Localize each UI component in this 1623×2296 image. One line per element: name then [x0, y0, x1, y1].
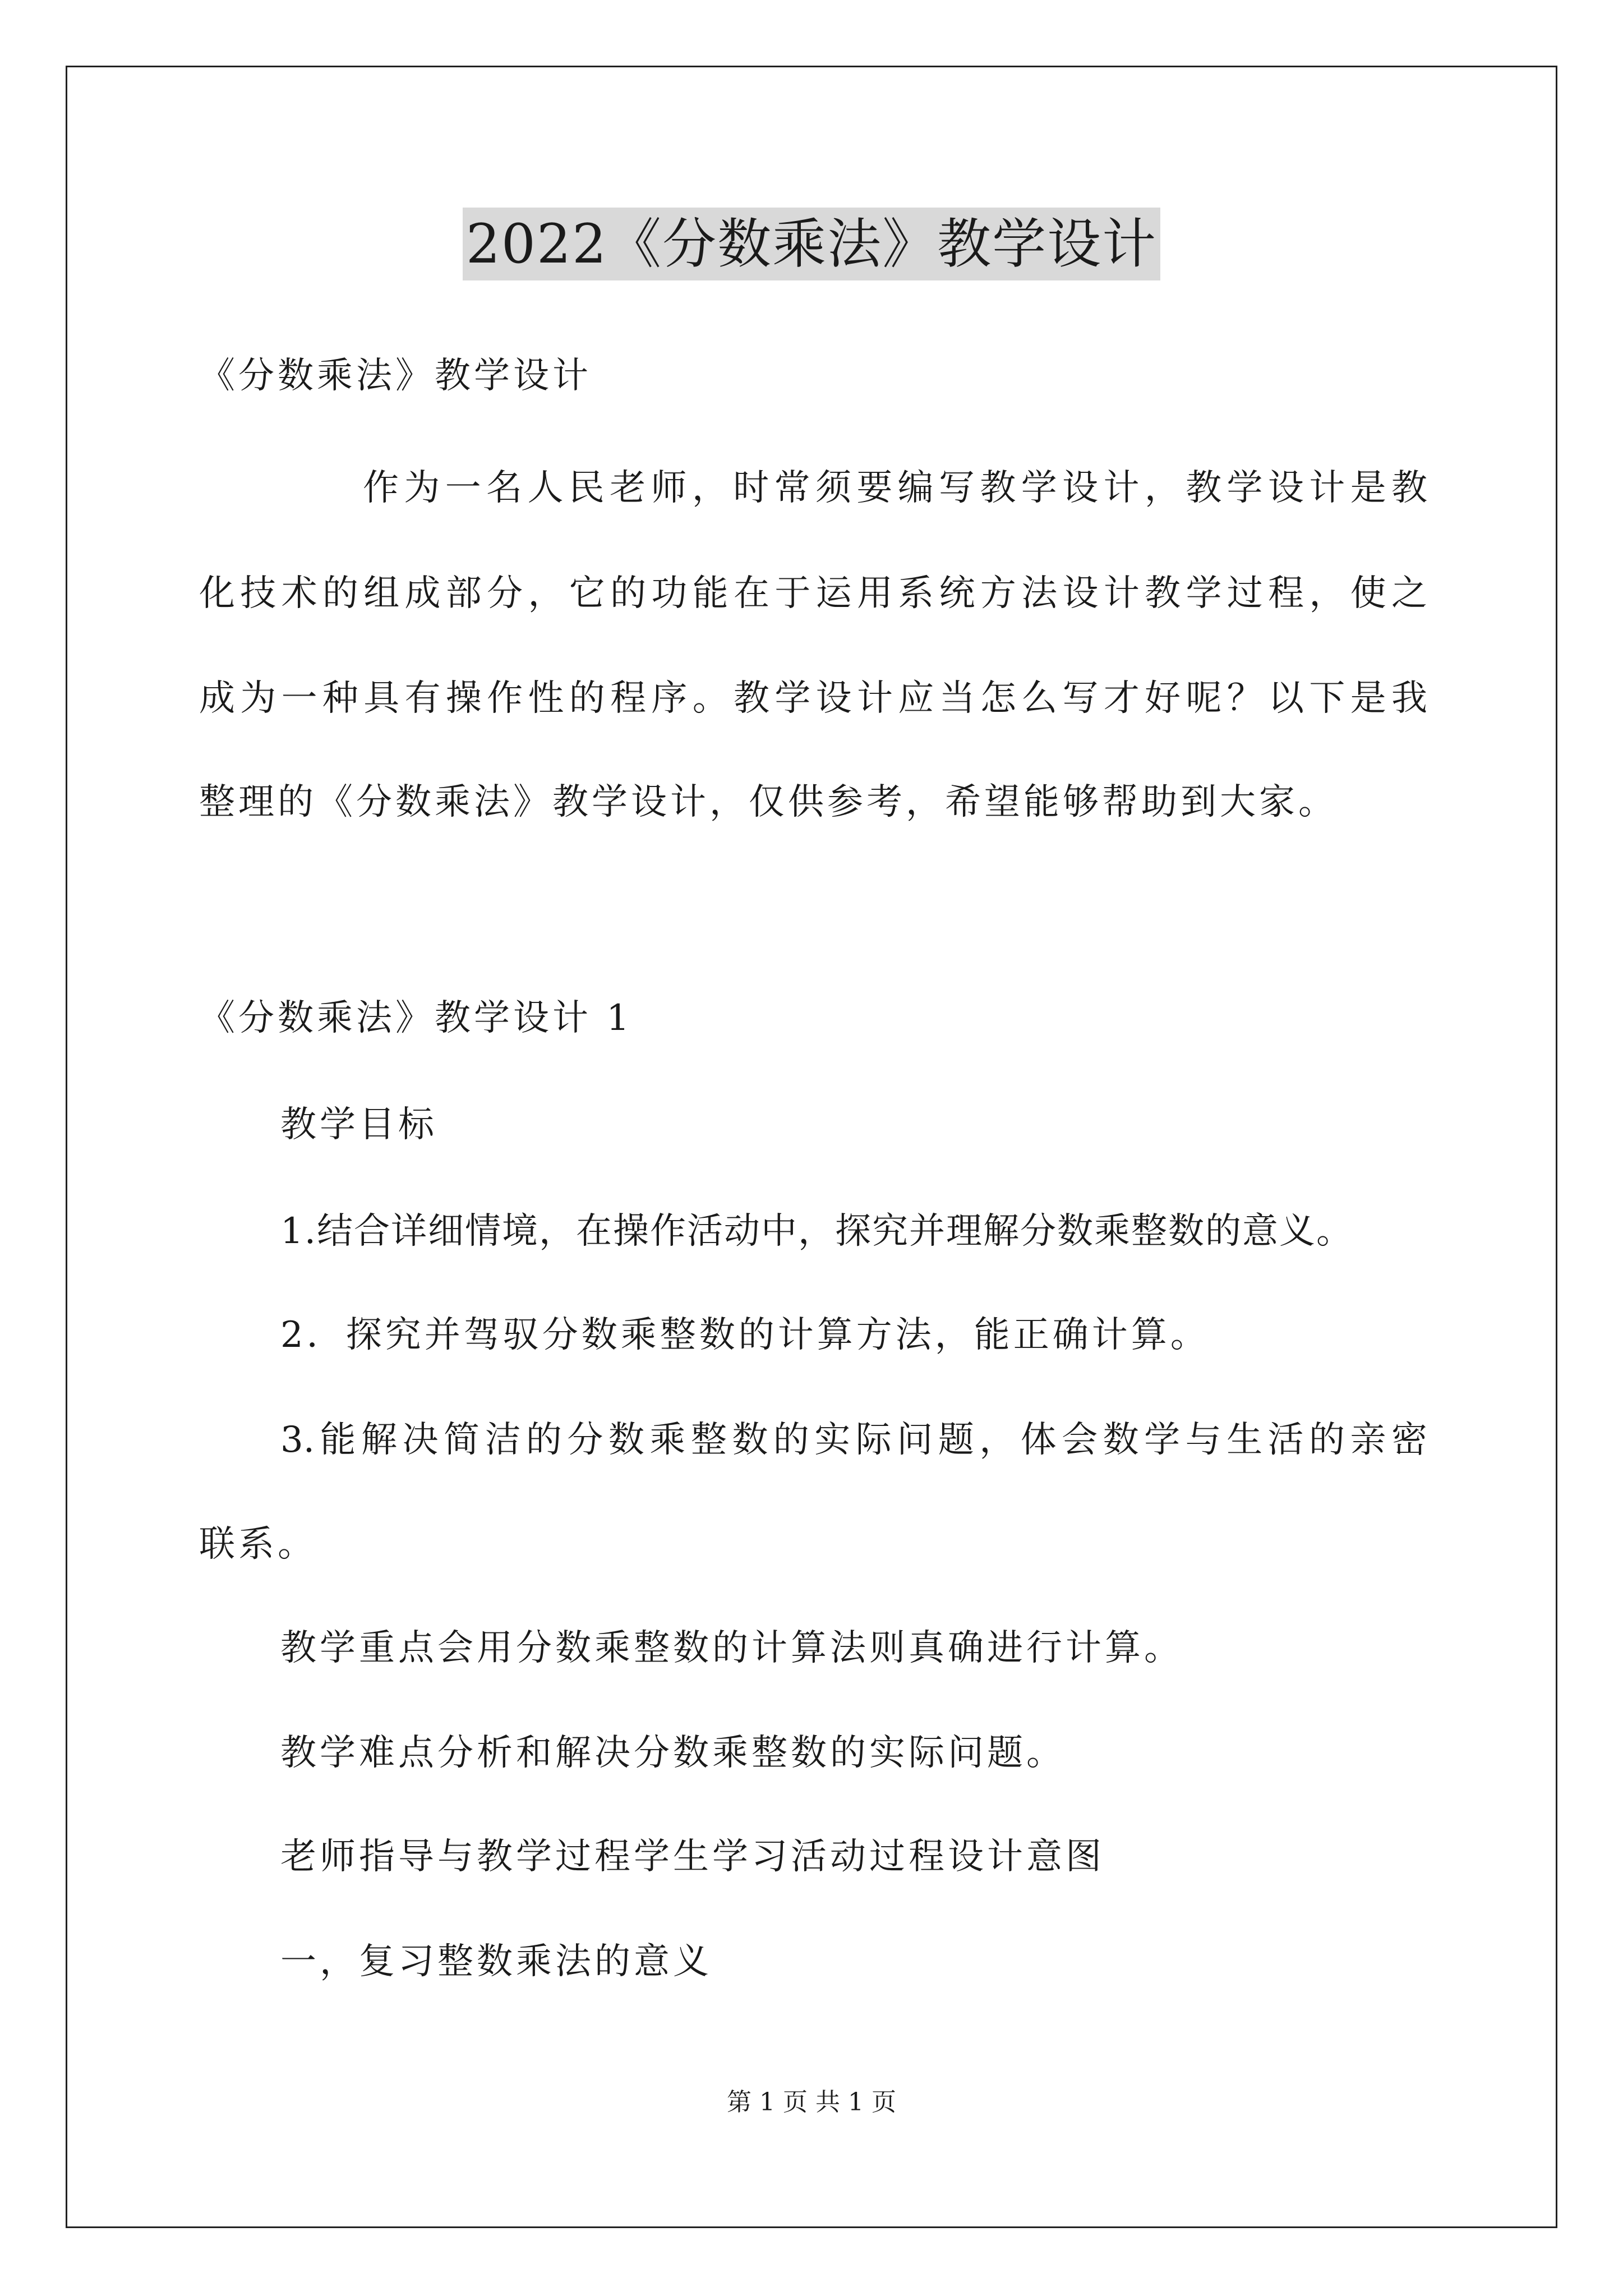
process-header: 老师指导与教学过程学生学习活动过程设计意图 [280, 1836, 1105, 1878]
step-1-heading: 一，复习整数乘法的意义 [280, 1941, 712, 1982]
intro-line-3: 成为一种具有操作性的程序。教学设计应当怎么写才好呢？以下是我 [199, 678, 1427, 719]
intro-line-2: 化技术的组成部分，它的功能在于运用系统方法设计教学过程，使之 [199, 573, 1427, 614]
objective-1: 1.结合详细情境，在操作活动中，探究并理解分数乘整数的意义。 [280, 1211, 1354, 1252]
document-title: 2022《分数乘法》教学设计 [463, 208, 1160, 280]
document-subtitle: 《分数乘法》教学设计 [199, 355, 592, 397]
intro-line-1: 作为一名人民老师，时常须要编写教学设计，教学设计是教 [363, 467, 1427, 509]
objective-3-line-1: 3.能解决简洁的分数乘整数的实际问题，体会数学与生活的亲密 [280, 1419, 1427, 1461]
objective-2: 2．探究并驾驭分数乘整数的计算方法，能正确计算。 [280, 1314, 1210, 1356]
difficulty: 教学难点分析和解决分数乘整数的实际问题。 [280, 1732, 1066, 1774]
objectives-heading: 教学目标 [280, 1104, 437, 1145]
intro-line-4: 整理的《分数乘法》教学设计，仅供参考，希望能够帮助到大家。 [199, 781, 1338, 823]
page-footer: 第 1 页 共 1 页 [727, 2088, 896, 2116]
section-heading: 《分数乘法》教学设计 1 [199, 997, 633, 1039]
key-point: 教学重点会用分数乘整数的计算法则真确进行计算。 [280, 1627, 1183, 1669]
title-container [0, 208, 1623, 280]
objective-3-line-2: 联系。 [199, 1524, 317, 1565]
